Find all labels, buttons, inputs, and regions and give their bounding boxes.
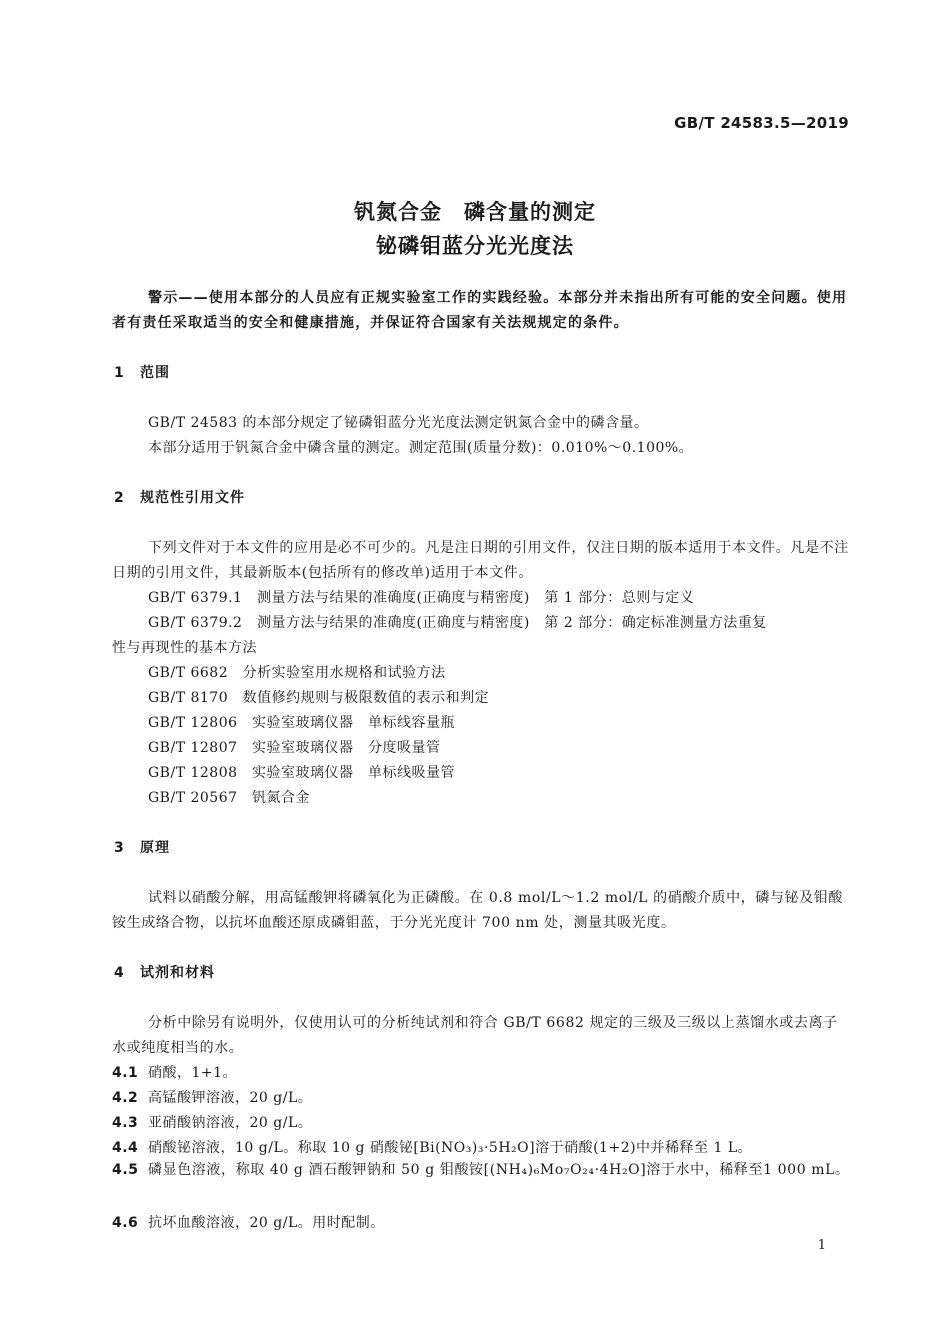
reagent-item: [112, 1087, 312, 1107]
reagent-item: [112, 1112, 312, 1132]
reagent-text: 抗坏血酸溶液，20 g/L。用时配制。: [148, 1215, 385, 1231]
section-title: 范围: [140, 365, 170, 381]
reagent-text: 亚硝酸钠溶液，20 g/L。: [148, 1115, 313, 1131]
section-number: 2: [114, 490, 125, 506]
section-heading-reagents: [114, 962, 215, 982]
reference-item: GB/T 12806 实验室玻璃仪器 单标线容量瓶: [148, 715, 456, 731]
section-heading-principle: [114, 837, 170, 857]
section-heading-references: [114, 487, 245, 507]
references-intro: 下列文件对于本文件的应用是必不可少的。凡是注日期的引用文件，仅注日期的版本适用于本文件。凡是不注日期的引用文件，其最新版本(包括所有的修改单)适用于本文件。: [112, 540, 849, 581]
reagent-item: [112, 1158, 850, 1183]
page-number: 1: [817, 1238, 826, 1253]
reference-item: GB/T 20567 钒氮合金: [148, 790, 311, 806]
reference-item: GB/T 6379.2 测量方法与结果的准确度(正确度与精密度) 第 2 部分：确定标准测量方法重复: [148, 615, 767, 631]
reagents-intro: 分析中除另有说明外，仅使用认可的分析纯试剂和符合 GB/T 6682 规定的三级及三级以上蒸馏水或去离子水或纯度相当的水。: [112, 1015, 838, 1056]
section-number: 3: [114, 840, 125, 856]
standard-number: GB/T 24583.5—2019: [674, 114, 849, 132]
reagent-number: 4.6: [112, 1215, 139, 1231]
reagent-text: 高锰酸钾溶液，20 g/L。: [148, 1090, 313, 1106]
reagent-number: 4.4: [112, 1140, 139, 1156]
reference-item: GB/T 12808 实验室玻璃仪器 单标线吸量管: [148, 765, 456, 781]
section-number: 1: [114, 365, 125, 381]
reference-item: GB/T 8170 数值修约规则与极限数值的表示和判定: [148, 690, 490, 706]
reagent-text: 磷显色溶液，称取 40 g 酒石酸钾钠和 50 g 钼酸铵[(NH₄)₆Mo₇O₂₄·4H₂O]溶于水中，稀释至1 000 mL。: [148, 1162, 850, 1178]
reagent-number: 4.2: [112, 1090, 139, 1106]
scope-paragraph: 本部分适用于钒氮合金中磷含量的测定。测定范围(质量分数)：0.010%～0.100%。: [148, 440, 694, 456]
reagent-number: 4.3: [112, 1115, 139, 1131]
section-title: 规范性引用文件: [140, 490, 245, 506]
reagent-text: 硝酸，1+1。: [148, 1065, 238, 1081]
scope-paragraph: GB/T 24583 的本部分规定了铋磷钼蓝分光光度法测定钒氮合金中的磷含量。: [148, 415, 649, 431]
reagent-item: [112, 1062, 237, 1082]
reference-item: GB/T 6379.1 测量方法与结果的准确度(正确度与精密度) 第 1 部分：总则与定义: [148, 590, 695, 606]
document-title: 钒氮合金 磷含量的测定: [354, 200, 596, 224]
section-title: 试剂和材料: [140, 965, 215, 981]
reagent-number: 4.5: [112, 1162, 139, 1178]
principle-paragraph: 试料以硝酸分解，用高锰酸钾将磷氧化为正磷酸。在 0.8 mol/L～1.2 mol/L 的硝酸介质中，磷与铋及钼酸铵生成络合物，以抗坏血酸还原成磷钼蓝，于分光光度计 700 nm 处，测量其吸光度。: [112, 890, 843, 931]
reagent-text: 硝酸铋溶液，10 g/L。称取 10 g 硝酸铋[Bi(NO₃)₃·5H₂O]溶于硝酸(1+2)中并稀释至 1 L。: [148, 1140, 753, 1156]
reference-item-continuation: 性与再现性的基本方法: [112, 640, 257, 656]
document-subtitle: 铋磷钼蓝分光光度法: [376, 234, 574, 258]
reference-item: GB/T 6682 分析实验室用水规格和试验方法: [148, 665, 446, 681]
reagent-number: 4.1: [112, 1065, 139, 1081]
reagent-item: [112, 1137, 752, 1157]
section-heading-scope: [114, 362, 170, 382]
reagent-item: [112, 1212, 385, 1232]
section-number: 4: [114, 965, 125, 981]
reference-item: GB/T 12807 实验室玻璃仪器 分度吸量管: [148, 740, 441, 756]
warning-note: 警示——使用本部分的人员应有正规实验室工作的实践经验。本部分并未指出所有可能的安全问题。使用者有责任采取适当的安全和健康措施，并保证符合国家有关法规规定的条件。: [112, 290, 848, 331]
section-title: 原理: [140, 840, 170, 856]
